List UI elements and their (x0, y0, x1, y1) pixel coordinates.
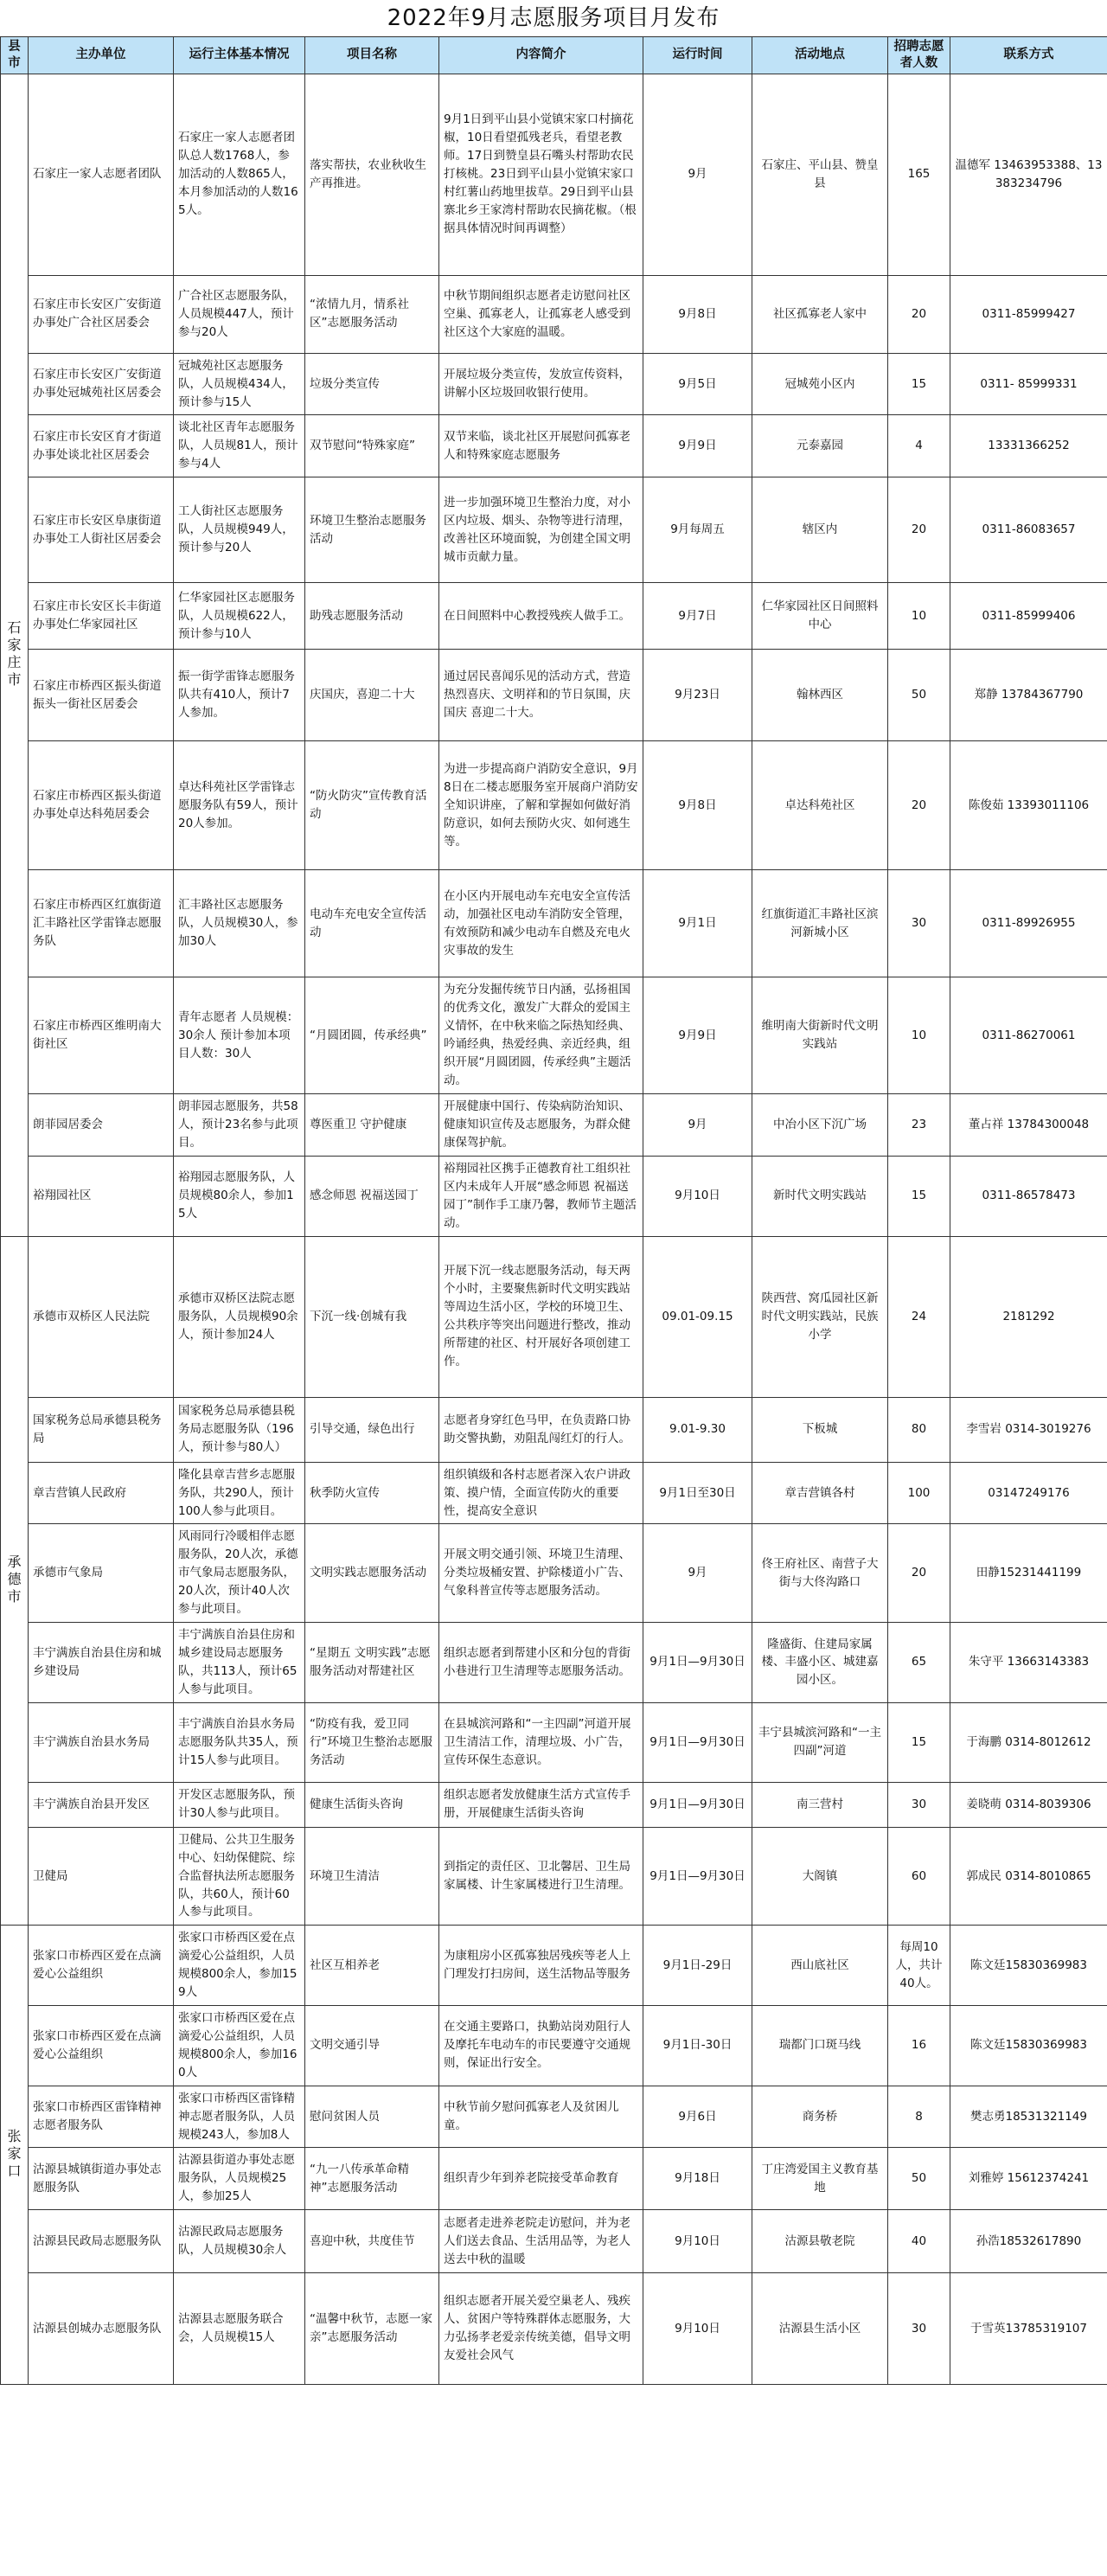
organizer-cell: 石家庄市桥西区振头街道振头一街社区居委会 (29, 650, 174, 741)
volunteer-count-cell: 15 (888, 353, 950, 415)
organizer-cell: 石家庄市长安区育才街道办事处谈北社区居委会 (29, 415, 174, 477)
project-name-cell: 引导交通，绿色出行 (305, 1397, 439, 1462)
volunteer-count-cell: 20 (888, 741, 950, 870)
location-cell: 隆盛街、住建局家属楼、丰盛小区、城建嘉园小区。 (752, 1623, 888, 1703)
table-row (1, 477, 1107, 583)
table-row (1, 1462, 1107, 1524)
contact-cell: 0311- 85999331 (950, 353, 1107, 415)
time-cell: 9月1日至30日 (643, 1462, 752, 1524)
description-cell: 开展垃圾分类宣传，发放宣传资料，讲解小区垃圾回收银行使用。 (439, 353, 643, 415)
contact-cell: 陈俊茹 13393011106 (950, 741, 1107, 870)
time-cell: 9月10日 (643, 2210, 752, 2273)
table-row (1, 741, 1107, 870)
table-row (1, 1524, 1107, 1623)
operator-info-cell: 卫健局、公共卫生服务中心、妇幼保健院、综合监督执法所志愿服务队，共60人，预计60人参与此项目。 (174, 1827, 305, 1926)
contact-cell: 0311-86578473 (950, 1156, 1107, 1236)
operator-info-cell: 开发区志愿服务队，预计30人参与此项目。 (174, 1782, 305, 1827)
description-cell: 中秋节期间组织志愿者走访慰问社区空巢、孤寡老人，让孤寡老人感受到社区这个大家庭的温暖。 (439, 275, 643, 353)
volunteer-count-cell: 10 (888, 977, 950, 1094)
table-row (1, 353, 1107, 415)
description-cell: 进一步加强环境卫生整治力度，对小区内垃圾、烟头、杂物等进行清理，改善社区环境面貌，为创建全国文明城市贡献力量。 (439, 477, 643, 583)
column-header-location: 活动地点 (752, 37, 888, 74)
project-name-cell: 喜迎中秋，共度佳节 (305, 2210, 439, 2273)
contact-cell: 2181292 (950, 1236, 1107, 1397)
organizer-cell: 沽源县民政局志愿服务队 (29, 2210, 174, 2273)
operator-info-cell: 裕翔园志愿服务队，人员规模80余人，参加15人 (174, 1156, 305, 1236)
time-cell: 9月9日 (643, 415, 752, 477)
project-name-cell: “温馨中秋节，志愿一家亲”志愿服务活动 (305, 2273, 439, 2385)
location-cell: 红旗街道汇丰路社区滨河新城小区 (752, 870, 888, 977)
volunteer-count-cell: 165 (888, 74, 950, 275)
time-cell: 9月8日 (643, 275, 752, 353)
table-row (1, 74, 1107, 275)
time-cell: 9月 (643, 74, 752, 275)
project-name-cell: 下沉一线·创城有我 (305, 1236, 439, 1397)
column-header-project-name: 项目名称 (305, 37, 439, 74)
contact-cell: 13331366252 (950, 415, 1107, 477)
project-name-cell: 秋季防火宣传 (305, 1462, 439, 1524)
operator-info-cell: 谈北社区青年志愿服务队，人员规81人，预计参与4人 (174, 415, 305, 477)
organizer-cell: 卫健局 (29, 1827, 174, 1926)
column-header-operator-info: 运行主体基本情况 (174, 37, 305, 74)
time-cell: 9月9日 (643, 977, 752, 1094)
operator-info-cell: 青年志愿者 人员规模：30余人 预计参加本项目人数：30人 (174, 977, 305, 1094)
operator-info-cell: 汇丰路社区志愿服务队，人员规模30人，参加30人 (174, 870, 305, 977)
volunteer-count-cell: 30 (888, 1782, 950, 1827)
contact-cell: 孙浩18532617890 (950, 2210, 1107, 2273)
operator-info-cell: 石家庄一家人志愿者团队总人数1768人，参加活动的人数865人，本月参加活动的人数165人。 (174, 74, 305, 275)
description-cell: 在交通主要路口，执勤站岗劝阻行人及摩托车电动车的市民要遵守交通规则，保证出行安全。 (439, 2006, 643, 2086)
operator-info-cell: 沽源县街道办事处志愿服务队，人员规模25人，参加25人 (174, 2148, 305, 2210)
time-cell: 9.01-9.30 (643, 1397, 752, 1462)
volunteer-count-cell: 10 (888, 583, 950, 650)
organizer-cell: 国家税务总局承德县税务局 (29, 1397, 174, 1462)
contact-cell: 0311-89926955 (950, 870, 1107, 977)
project-name-cell: 文明实践志愿服务活动 (305, 1524, 439, 1623)
operator-info-cell: 冠城苑社区志愿服务队，人员规模434人，预计参与15人 (174, 353, 305, 415)
organizer-cell: 张家口市桥西区雷锋精神志愿者服务队 (29, 2086, 174, 2148)
project-name-cell: “九一八传承革命精神”志愿服务活动 (305, 2148, 439, 2210)
organizer-cell: 承德市双桥区人民法院 (29, 1236, 174, 1397)
table-row (1, 1623, 1107, 1703)
time-cell: 9月23日 (643, 650, 752, 741)
description-cell: 通过居民喜闻乐见的活动方式，营造热烈喜庆、文明祥和的节日氛围，庆国庆 喜迎二十大。 (439, 650, 643, 741)
time-cell: 9月6日 (643, 2086, 752, 2148)
location-cell: 中冶小区下沉广场 (752, 1094, 888, 1157)
description-cell: 在小区内开展电动车充电安全宣传活动，加强社区电动车消防安全管理，有效预防和减少电动车自燃及充电火灾事故的发生 (439, 870, 643, 977)
volunteer-count-cell: 50 (888, 650, 950, 741)
project-name-cell: 环境卫生清洁 (305, 1827, 439, 1926)
organizer-cell: 章吉营镇人民政府 (29, 1462, 174, 1524)
table-row (1, 415, 1107, 477)
organizer-cell: 张家口市桥西区爱在点滴爱心公益组织 (29, 2006, 174, 2086)
location-cell: 丁庄湾爱国主义教育基地 (752, 2148, 888, 2210)
operator-info-cell: 张家口市桥西区雷锋精神志愿者服务队，人员规模243人，参加8人 (174, 2086, 305, 2148)
operator-info-cell: 广合社区志愿服务队，人员规模447人，预计参与20人 (174, 275, 305, 353)
contact-cell: 陈文廷15830369983 (950, 2006, 1107, 2086)
description-cell: 志愿者走进养老院走访慰问，并为老人们送去食品、生活用品等，为老人送去中秋的温暖 (439, 2210, 643, 2273)
county-label: 石家庄市 (7, 618, 22, 688)
volunteer-count-cell: 15 (888, 1156, 950, 1236)
contact-cell: 董占祥 13784300048 (950, 1094, 1107, 1157)
organizer-cell: 石家庄市长安区长丰街道办事处仁华家园社区 (29, 583, 174, 650)
description-cell: 裕翔园社区携手正德教育社工组织社区内未成年人开展“感念师恩 祝福送园丁”制作手工康乃馨，教师节主题活动。 (439, 1156, 643, 1236)
column-header-volunteer-count: 招聘志愿者人数 (888, 37, 950, 74)
contact-cell: 于雪英13785319107 (950, 2273, 1107, 2385)
location-cell: 卓达科苑社区 (752, 741, 888, 870)
volunteer-count-cell: 23 (888, 1094, 950, 1157)
description-cell: 开展下沉一线志愿服务活动，每天两个小时，主要聚焦新时代文明实践站等周边生活小区，学校的环境卫生、公共秩序等突出问题进行整改，推动所帮建的社区、村开展好各项创建工作。 (439, 1236, 643, 1397)
description-cell: 为充分发掘传统节日内涵，弘扬祖国的优秀文化，激发广大群众的爱国主义情怀，在中秋来临之际热知经典、吟诵经典，热爱经典、亲近经典，组织开展“月圆团圆，传承经典”主题活动。 (439, 977, 643, 1094)
organizer-cell: 朗菲园居委会 (29, 1094, 174, 1157)
table-row (1, 870, 1107, 977)
description-cell: 中秋节前夕慰问孤寡老人及贫困儿童。 (439, 2086, 643, 2148)
table-row (1, 2006, 1107, 2086)
column-header-time: 运行时间 (643, 37, 752, 74)
description-cell: 组织青少年到养老院接受革命教育 (439, 2148, 643, 2210)
table-row (1, 2086, 1107, 2148)
location-cell: 社区孤寡老人家中 (752, 275, 888, 353)
operator-info-cell: 沽源县志愿服务联合会，人员规模15人 (174, 2273, 305, 2385)
contact-cell: 田静15231441199 (950, 1524, 1107, 1623)
operator-info-cell: 国家税务总局承德县税务局志愿服务队（196人，预计参与80人） (174, 1397, 305, 1462)
location-cell: 辖区内 (752, 477, 888, 583)
project-name-cell: “浓情九月，情系社区”志愿服务活动 (305, 275, 439, 353)
project-name-cell: 慰问贫困人员 (305, 2086, 439, 2148)
table-row (1, 2210, 1107, 2273)
contact-cell: 0311-86083657 (950, 477, 1107, 583)
county-cell (1, 1236, 29, 1926)
project-name-cell: 电动车充电安全宣传活动 (305, 870, 439, 977)
description-cell: 志愿者身穿红色马甲，在负责路口协助交警执勤，劝阻乱闯红灯的行人。 (439, 1397, 643, 1462)
time-cell: 9月5日 (643, 353, 752, 415)
time-cell: 09.01-09.15 (643, 1236, 752, 1397)
description-cell: 到指定的责任区、卫北馨居、卫生局家属楼、计生家属楼进行卫生清理。 (439, 1827, 643, 1926)
county-cell (1, 74, 29, 1236)
volunteer-count-cell: 20 (888, 477, 950, 583)
volunteer-count-cell: 8 (888, 2086, 950, 2148)
page-title: 2022年9月志愿服务项目月发布 (387, 5, 720, 31)
column-header-organizer: 主办单位 (29, 37, 174, 74)
project-name-cell: 尊医重卫 守护健康 (305, 1094, 439, 1157)
time-cell: 9月 (643, 1524, 752, 1623)
organizer-cell: 丰宁满族自治县住房和城乡建设局 (29, 1623, 174, 1703)
description-cell: 在县城滨河路和“一主四副”河道开展卫生清洁工作，清理垃圾、小广告，宣传环保生态意识。 (439, 1702, 643, 1782)
time-cell: 9月1日-29日 (643, 1926, 752, 2006)
county-label: 承德市 (7, 1554, 22, 1605)
county-label: 张家口 (7, 2127, 22, 2179)
location-cell: 沽源县生活小区 (752, 2273, 888, 2385)
contact-cell: 朱守平 13663143383 (950, 1623, 1107, 1703)
project-name-cell: 社区互相养老 (305, 1926, 439, 2006)
project-name-cell: 感念师恩 祝福送园丁 (305, 1156, 439, 1236)
organizer-cell: 丰宁满族自治县水务局 (29, 1702, 174, 1782)
operator-info-cell: 丰宁满族自治县水务局志愿服务队共35人，预计15人参与此项目。 (174, 1702, 305, 1782)
volunteer-count-cell: 16 (888, 2006, 950, 2086)
location-cell: 南三营村 (752, 1782, 888, 1827)
organizer-cell: 石家庄市桥西区振头街道办事处卓达科苑居委会 (29, 741, 174, 870)
location-cell: 仁华家园社区日间照料中心 (752, 583, 888, 650)
volunteer-count-cell: 65 (888, 1623, 950, 1703)
project-name-cell: 庆国庆，喜迎二十大 (305, 650, 439, 741)
location-cell: 石家庄、平山县、赞皇县 (752, 74, 888, 275)
location-cell: 章吉营镇各村 (752, 1462, 888, 1524)
volunteer-count-cell: 30 (888, 2273, 950, 2385)
operator-info-cell: 隆化县章吉营乡志愿服务队，共290人，预计100人参与此项目。 (174, 1462, 305, 1524)
contact-cell: 樊志勇18531321149 (950, 2086, 1107, 2148)
location-cell: 佟王府社区、南营子大街与大佟沟路口 (752, 1524, 888, 1623)
contact-cell: 温德军 13463953388、13383234796 (950, 74, 1107, 275)
project-name-cell: 落实帮扶，农业秋收生产再推进。 (305, 74, 439, 275)
table-row (1, 1926, 1107, 2006)
column-header-county: 县市 (1, 37, 29, 74)
operator-info-cell: 朗菲园志愿服务，共58人，预计23名参与此项目。 (174, 1094, 305, 1157)
operator-info-cell: 卓达科苑社区学雷锋志愿服务队有59人，预计20人参加。 (174, 741, 305, 870)
contact-cell: 姜晓萌 0314-8039306 (950, 1782, 1107, 1827)
contact-cell: 0311-86270061 (950, 977, 1107, 1094)
organizer-cell: 张家口市桥西区爱在点滴爱心公益组织 (29, 1926, 174, 2006)
time-cell: 9月1日—9月30日 (643, 1702, 752, 1782)
organizer-cell: 石家庄一家人志愿者团队 (29, 74, 174, 275)
time-cell: 9月1日 (643, 870, 752, 977)
contact-cell: 李雪岩 0314-3019276 (950, 1397, 1107, 1462)
organizer-cell: 裕翔园社区 (29, 1156, 174, 1236)
table-row (1, 275, 1107, 353)
operator-info-cell: 张家口市桥西区爱在点滴爱心公益组织，人员规模800余人，参加159人 (174, 1926, 305, 2006)
project-name-cell: 垃圾分类宣传 (305, 353, 439, 415)
organizer-cell: 沽源县创城办志愿服务队 (29, 2273, 174, 2385)
operator-info-cell: 工人街社区志愿服务队，人员规模949人，预计参与20人 (174, 477, 305, 583)
location-cell: 沽源县敬老院 (752, 2210, 888, 2273)
operator-info-cell: 张家口市桥西区爱在点滴爱心公益组织，人员规模800余人，参加160人 (174, 2006, 305, 2086)
description-cell: 9月1日到平山县小觉镇宋家口村摘花椒，10日看望孤残老兵，看望老教师。17日到赞皇县石嘴头村帮助农民打核桃。23日到平山县小觉镇宋家口村红薯山药地里拔草。29日到平山县寨北乡王家湾村帮助农民摘花椒。（根据具体情况时间再调整） (439, 74, 643, 275)
project-name-cell: 健康生活街头咨询 (305, 1782, 439, 1827)
volunteer-count-cell: 40 (888, 2210, 950, 2273)
contact-cell: 陈文廷15830369983 (950, 1926, 1107, 2006)
organizer-cell: 石家庄市长安区广安街道办事处冠城苑社区居委会 (29, 353, 174, 415)
volunteer-count-cell: 20 (888, 275, 950, 353)
location-cell: 冠城苑小区内 (752, 353, 888, 415)
time-cell: 9月 (643, 1094, 752, 1157)
description-cell: 双节来临，谈北社区开展慰问孤寡老人和特殊家庭志愿服务 (439, 415, 643, 477)
volunteer-count-cell: 24 (888, 1236, 950, 1397)
contact-cell: 0311-85999427 (950, 275, 1107, 353)
operator-info-cell: 沽源民政局志愿服务队，人员规模30余人 (174, 2210, 305, 2273)
description-cell: 组织志愿者到帮建小区和分包的背街小巷进行卫生清理等志愿服务活动。 (439, 1623, 643, 1703)
project-name-cell: “星期五 文明实践”志愿服务活动对帮建社区 (305, 1623, 439, 1703)
contact-cell: 郭成民 0314-8010865 (950, 1827, 1107, 1926)
location-cell: 西山底社区 (752, 1926, 888, 2006)
table-row (1, 1236, 1107, 1397)
time-cell: 9月每周五 (643, 477, 752, 583)
table-row (1, 1782, 1107, 1827)
time-cell: 9月10日 (643, 2273, 752, 2385)
volunteer-count-cell: 80 (888, 1397, 950, 1462)
project-table (0, 36, 1107, 2385)
contact-cell: 于海鹏 0314-8012612 (950, 1702, 1107, 1782)
project-name-cell: 环境卫生整治志愿服务活动 (305, 477, 439, 583)
table-body (1, 74, 1107, 2385)
description-cell: 组织镇级和各村志愿者深入农户讲政策、摸户情，全面宣传防火的重要性，提高安全意识 (439, 1462, 643, 1524)
description-cell: 为进一步提高商户消防安全意识，9月8日在二楼志愿服务室开展商户消防安全知识讲座，了解和掌握如何做好消防意识，如何去预防火灾、如何逃生等。 (439, 741, 643, 870)
county-cell (1, 1926, 29, 2385)
time-cell: 9月18日 (643, 2148, 752, 2210)
location-cell: 维明南大街新时代文明实践站 (752, 977, 888, 1094)
table-row (1, 2273, 1107, 2385)
operator-info-cell: 承德市双桥区法院志愿服务队，人员规模90余人，预计参加24人 (174, 1236, 305, 1397)
description-cell: 开展健康中国行、传染病防治知识、健康知识宣传及志愿服务，为群众健康保驾护航。 (439, 1094, 643, 1157)
volunteer-count-cell: 100 (888, 1462, 950, 1524)
time-cell: 9月8日 (643, 741, 752, 870)
volunteer-count-cell: 15 (888, 1702, 950, 1782)
volunteer-count-cell: 50 (888, 2148, 950, 2210)
location-cell: 丰宁县城滨河路和“一主四副”河道 (752, 1702, 888, 1782)
operator-info-cell: 风雨同行冷暖相伴志愿服务队，20人次，承德市气象局志愿服务队，20人次，预计40人次参与此项目。 (174, 1524, 305, 1623)
time-cell: 9月10日 (643, 1156, 752, 1236)
table-row (1, 650, 1107, 741)
project-name-cell: 助残志愿服务活动 (305, 583, 439, 650)
organizer-cell: 石家庄市长安区广安街道办事处广合社区居委会 (29, 275, 174, 353)
table-row (1, 1827, 1107, 1926)
location-cell: 翰林西区 (752, 650, 888, 741)
organizer-cell: 石家庄市桥西区维明南大街社区 (29, 977, 174, 1094)
location-cell: 商务桥 (752, 2086, 888, 2148)
organizer-cell: 石家庄市桥西区红旗街道汇丰路社区学雷锋志愿服务队 (29, 870, 174, 977)
time-cell: 9月1日—9月30日 (643, 1623, 752, 1703)
description-cell: 开展文明交通引领、环境卫生清理、分类垃圾桶安置、护除楼道小广告、气象科普宣传等志愿服务活动。 (439, 1524, 643, 1623)
description-cell: 在日间照料中心教授残疾人做手工。 (439, 583, 643, 650)
volunteer-count-cell: 20 (888, 1524, 950, 1623)
volunteer-count-cell: 4 (888, 415, 950, 477)
table-row (1, 1397, 1107, 1462)
column-header-description: 内容简介 (439, 37, 643, 74)
location-cell: 元泰嘉园 (752, 415, 888, 477)
location-cell: 大阁镇 (752, 1827, 888, 1926)
project-name-cell: 文明交通引导 (305, 2006, 439, 2086)
volunteer-count-cell: 每周10人，共计40人。 (888, 1926, 950, 2006)
time-cell: 9月1日—9月30日 (643, 1827, 752, 1926)
operator-info-cell: 仁华家园社区志愿服务队，人员规模622人，预计参与10人 (174, 583, 305, 650)
contact-cell: 刘雅婷 15612374241 (950, 2148, 1107, 2210)
table-row (1, 1702, 1107, 1782)
location-cell: 新时代文明实践站 (752, 1156, 888, 1236)
project-name-cell: “防火防灾”宣传教育活动 (305, 741, 439, 870)
contact-cell: 0311-85999406 (950, 583, 1107, 650)
location-cell: 下板城 (752, 1397, 888, 1462)
table-row (1, 1094, 1107, 1157)
time-cell: 9月7日 (643, 583, 752, 650)
time-cell: 9月1日-30日 (643, 2006, 752, 2086)
operator-info-cell: 丰宁满族自治县住房和城乡建设局志愿服务队，共113人，预计65人参与此项目。 (174, 1623, 305, 1703)
description-cell: 组织志愿者发放健康生活方式宣传手册，开展健康生活街头咨询 (439, 1782, 643, 1827)
organizer-cell: 沽源县城镇街道办事处志愿服务队 (29, 2148, 174, 2210)
location-cell: 陕西营、窝瓜园社区新时代文明实践站，民族小学 (752, 1236, 888, 1397)
time-cell: 9月1日—9月30日 (643, 1782, 752, 1827)
header-row (1, 37, 1107, 74)
table-row (1, 1156, 1107, 1236)
table-row (1, 2148, 1107, 2210)
organizer-cell: 丰宁满族自治县开发区 (29, 1782, 174, 1827)
table-row (1, 977, 1107, 1094)
project-name-cell: “防疫有我，爱卫同行”环境卫生整治志愿服务活动 (305, 1702, 439, 1782)
contact-cell: 03147249176 (950, 1462, 1107, 1524)
project-name-cell: “月圆团圆，传承经典” (305, 977, 439, 1094)
description-cell: 组织志愿者开展关爱空巢老人、残疾人、贫困户等特殊群体志愿服务，大力弘扬孝老爱亲传统美德，倡导文明友爱社会风气 (439, 2273, 643, 2385)
volunteer-count-cell: 30 (888, 870, 950, 977)
operator-info-cell: 振一街学雷锋志愿服务队共有410人，预计7人参加。 (174, 650, 305, 741)
organizer-cell: 承德市气象局 (29, 1524, 174, 1623)
location-cell: 瑞都门口斑马线 (752, 2006, 888, 2086)
organizer-cell: 石家庄市长安区阜康街道办事处工人街社区居委会 (29, 477, 174, 583)
volunteer-count-cell: 60 (888, 1827, 950, 1926)
description-cell: 为康粗房小区孤寡独居残疾等老人上门理发打扫房间，送生活物品等服务 (439, 1926, 643, 2006)
project-name-cell: 双节慰问“特殊家庭” (305, 415, 439, 477)
table-row (1, 583, 1107, 650)
column-header-contact: 联系方式 (950, 37, 1107, 74)
contact-cell: 郑静 13784367790 (950, 650, 1107, 741)
